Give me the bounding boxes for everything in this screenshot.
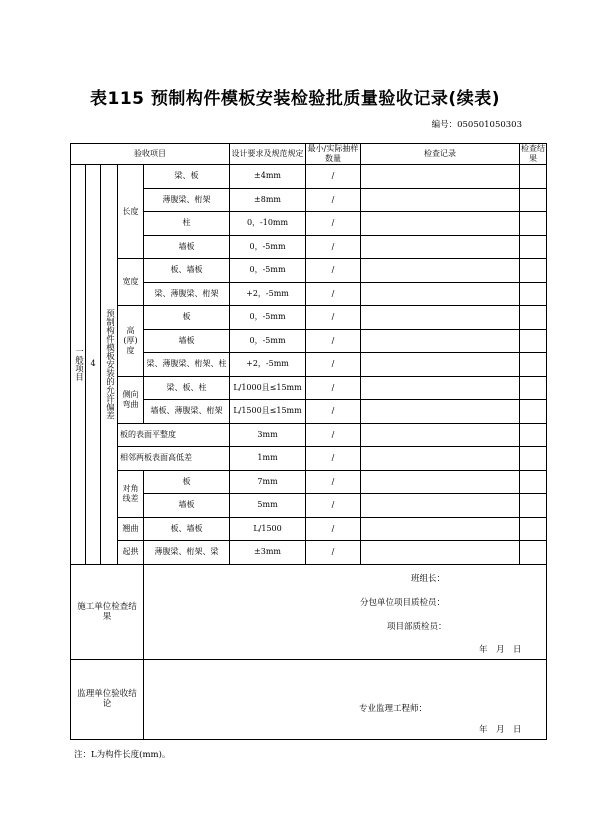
row-label: 薄腹梁、桁架、梁 — [144, 541, 230, 565]
bend-label: 侧向弯曲 — [118, 376, 144, 423]
engineer-label: 专业监理工程师： — [359, 703, 428, 714]
row-value: +2，-5mm — [230, 282, 306, 306]
height-label: 高(厚)度 — [118, 306, 144, 377]
row-result[interactable] — [520, 188, 547, 212]
inspection-table — [70, 143, 547, 740]
diagonal-label: 对角线差 — [118, 470, 144, 517]
row-record[interactable] — [361, 494, 520, 518]
row-sample: / — [306, 259, 361, 283]
header-design: 设计要求及规范规定 — [230, 144, 306, 165]
row-record[interactable] — [361, 282, 520, 306]
row-value: ±4mm — [230, 165, 306, 189]
group-label: 预制构件模板安装的允许偏差 — [101, 165, 118, 565]
header-sample: 最小/实际抽样数量 — [306, 144, 361, 165]
header-result: 检查结果 — [521, 144, 546, 163]
row-record[interactable] — [361, 353, 520, 377]
form-code: 编号：050501050303 — [431, 120, 522, 130]
row-record[interactable] — [361, 165, 520, 189]
row-value: L/1500 — [230, 517, 306, 541]
header-item: 验收项目 — [71, 144, 230, 165]
row-result[interactable] — [520, 212, 547, 236]
row-sample: / — [306, 494, 361, 518]
row-value: 0，-5mm — [230, 306, 306, 330]
construction-sign-area — [144, 564, 547, 659]
row-value: ±3mm — [230, 541, 306, 565]
row-record[interactable] — [361, 517, 520, 541]
row-label: 墙板、薄腹梁、桁架 — [144, 400, 230, 424]
flatness-label: 板的表面平整度 — [118, 423, 230, 447]
team-leader-label: 班组长： — [411, 573, 446, 584]
row-result[interactable] — [520, 329, 547, 353]
row-label: 梁、薄腹梁、桁架、柱 — [144, 353, 230, 377]
row-record[interactable] — [361, 376, 520, 400]
row-sample: / — [306, 329, 361, 353]
row-label: 梁、薄腹梁、桁架 — [144, 282, 230, 306]
row-record[interactable] — [361, 188, 520, 212]
row-value: +2，-5mm — [230, 353, 306, 377]
row-sample: / — [306, 470, 361, 494]
row-result[interactable] — [520, 494, 547, 518]
row-label: 墙板 — [144, 329, 230, 353]
row-result[interactable] — [520, 400, 547, 424]
row-result[interactable] — [520, 282, 547, 306]
supervision-label: 监理单位验收结论 — [71, 659, 144, 739]
row-label: 墙板 — [144, 494, 230, 518]
row-record[interactable] — [361, 447, 520, 471]
row-sample: / — [306, 212, 361, 236]
row-result[interactable] — [520, 470, 547, 494]
warp-label: 翘曲 — [118, 517, 144, 541]
construction-date: 年 月 日 — [479, 644, 522, 655]
row-value: L/1500且≤15mm — [230, 400, 306, 424]
row-record[interactable] — [361, 306, 520, 330]
row-sample: / — [306, 376, 361, 400]
row-value: 1mm — [230, 447, 306, 471]
item-number: 4 — [86, 165, 101, 565]
row-value: 0，-10mm — [230, 212, 306, 236]
row-sample: / — [306, 165, 361, 189]
row-record[interactable] — [361, 259, 520, 283]
row-record[interactable] — [361, 400, 520, 424]
row-sample: / — [306, 423, 361, 447]
supervision-date: 年 月 日 — [479, 724, 522, 735]
row-value: ±8mm — [230, 188, 306, 212]
row-value: L/1000且≤15mm — [230, 376, 306, 400]
row-label: 梁、板 — [144, 165, 230, 189]
page-title: 表115 预制构件模板安装检验批质量验收记录(续表) — [90, 89, 500, 109]
adjacent-label: 相邻两板表面高低差 — [118, 447, 230, 471]
row-result[interactable] — [520, 259, 547, 283]
row-result[interactable] — [520, 306, 547, 330]
row-record[interactable] — [361, 212, 520, 236]
row-sample: / — [306, 400, 361, 424]
footnote: 注：L为构件长度(mm)。 — [74, 750, 171, 760]
row-record[interactable] — [361, 329, 520, 353]
row-sample: / — [306, 353, 361, 377]
construction-label: 施工单位检查结果 — [71, 564, 144, 659]
row-label: 板、墙板 — [144, 259, 230, 283]
row-label: 柱 — [144, 212, 230, 236]
row-sample: / — [306, 235, 361, 259]
row-sample: / — [306, 188, 361, 212]
row-result[interactable] — [520, 423, 547, 447]
row-sample: / — [306, 306, 361, 330]
header-record: 检查记录 — [361, 144, 520, 165]
row-label: 薄腹梁、桁架 — [144, 188, 230, 212]
row-sample: / — [306, 517, 361, 541]
row-label: 板 — [144, 306, 230, 330]
row-value: 0，-5mm — [230, 329, 306, 353]
row-sample: / — [306, 541, 361, 565]
row-result[interactable] — [520, 447, 547, 471]
row-label: 墙板 — [144, 235, 230, 259]
row-result[interactable] — [520, 235, 547, 259]
row-record[interactable] — [361, 423, 520, 447]
row-result[interactable] — [520, 541, 547, 565]
row-value: 0，-5mm — [230, 235, 306, 259]
row-record[interactable] — [361, 235, 520, 259]
row-value: 0，-5mm — [230, 259, 306, 283]
row-record[interactable] — [361, 541, 520, 565]
width-label: 宽度 — [118, 259, 144, 306]
row-label: 梁、板、柱 — [144, 376, 230, 400]
row-result[interactable] — [520, 353, 547, 377]
row-value: 7mm — [230, 470, 306, 494]
arch-label: 起拱 — [118, 541, 144, 565]
row-label: 板 — [144, 470, 230, 494]
row-label: 板、墙板 — [144, 517, 230, 541]
sub-inspector-label: 分包单位项目质检员： — [360, 597, 446, 608]
row-sample: / — [306, 282, 361, 306]
row-result[interactable] — [520, 517, 547, 541]
row-record[interactable] — [361, 470, 520, 494]
row-result[interactable] — [520, 376, 547, 400]
row-sample: / — [306, 447, 361, 471]
row-value: 3mm — [230, 423, 306, 447]
supervision-sign-area — [144, 659, 547, 739]
proj-inspector-label: 项目部质检员： — [387, 621, 447, 632]
general-items-cell: 一般项目 — [71, 165, 86, 565]
length-label: 长度 — [118, 165, 144, 259]
row-value: 5mm — [230, 494, 306, 518]
row-result[interactable] — [520, 165, 547, 189]
